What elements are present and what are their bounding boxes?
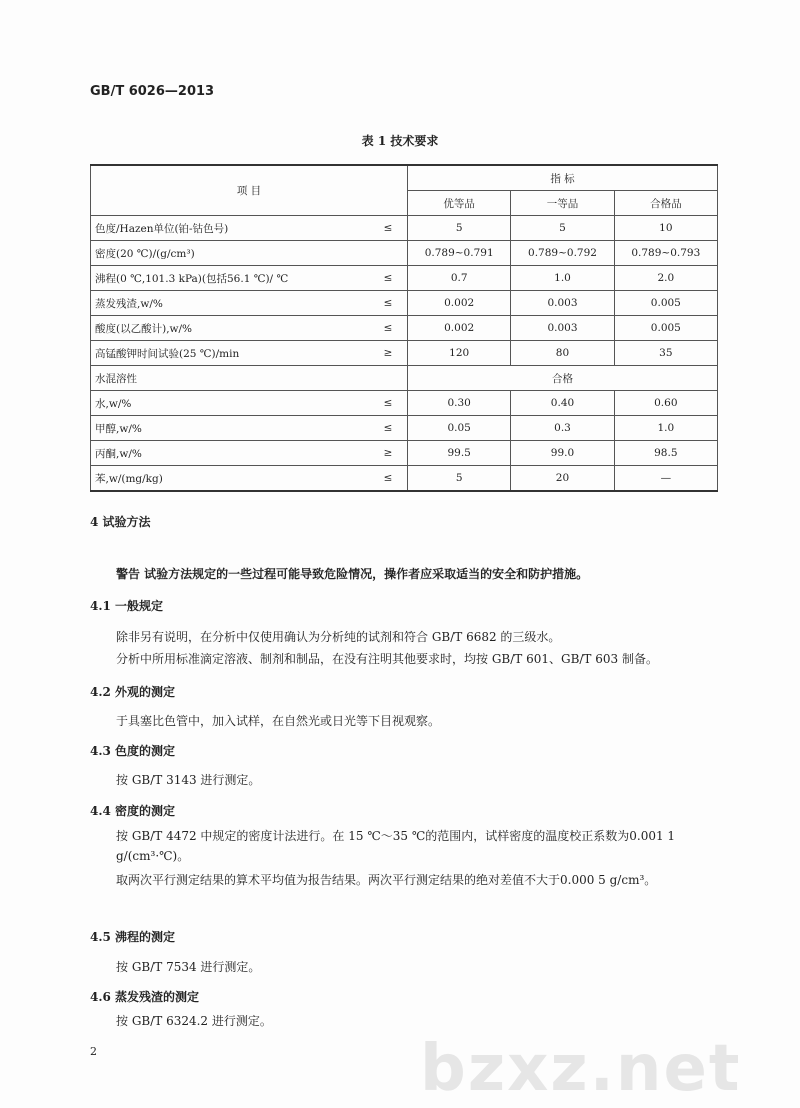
row-value: — xyxy=(614,466,717,492)
row-symbol: ≤ xyxy=(369,416,408,441)
para: 按 GB/T 7534 进行测定。 xyxy=(116,960,261,974)
table-row xyxy=(91,416,718,441)
row-value: 5 xyxy=(408,216,511,241)
row-symbol: ≤ xyxy=(369,266,408,291)
grade: 优等品 xyxy=(408,191,511,216)
row-value: 0.7 xyxy=(408,266,511,291)
row-item: 色度/Hazen单位(铂-钴色号) xyxy=(91,216,370,241)
row-value: 0.05 xyxy=(408,416,511,441)
table-row xyxy=(91,291,718,316)
col-item: 项 目 xyxy=(91,165,408,216)
section-4-3: 4.3 色度的测定 xyxy=(90,744,176,758)
row-value: 98.5 xyxy=(614,441,717,466)
table-row xyxy=(91,316,718,341)
section-4-2: 4.2 外观的测定 xyxy=(90,685,176,699)
row-value: 0.002 xyxy=(408,316,511,341)
row-value: 0.789~0.791 xyxy=(408,241,511,266)
row-symbol: ≥ xyxy=(369,441,408,466)
row-value: 0.003 xyxy=(511,316,614,341)
table-row xyxy=(91,366,718,391)
row-value: 0.002 xyxy=(408,291,511,316)
row-value: 0.30 xyxy=(408,391,511,416)
table-row xyxy=(91,441,718,466)
row-item: 水,w/% xyxy=(91,391,370,416)
row-value: 0.40 xyxy=(511,391,614,416)
row-symbol xyxy=(369,366,408,391)
row-value: 5 xyxy=(408,466,511,492)
row-symbol: ≥ xyxy=(369,341,408,366)
row-item: 沸程(0 ℃,101.3 kPa)(包括56.1 ℃)/ ℃ xyxy=(91,266,370,291)
row-item: 丙酮,w/% xyxy=(91,441,370,466)
row-value: 10 xyxy=(614,216,717,241)
row-symbol: ≤ xyxy=(369,466,408,492)
table-row xyxy=(91,341,718,366)
row-value: 0.005 xyxy=(614,316,717,341)
table-row xyxy=(91,391,718,416)
row-symbol: ≤ xyxy=(369,216,408,241)
grade: 合格品 xyxy=(614,191,717,216)
row-symbol: ≤ xyxy=(369,291,408,316)
standard-header: GB/T 6026—2013 xyxy=(90,84,215,99)
para: 分析中所用标准滴定溶液、制剂和制品，在没有注明其他要求时，均按 GB/T 601、GB/T 603 制备。 xyxy=(116,652,658,666)
row-value: 5 xyxy=(511,216,614,241)
row-value: 1.0 xyxy=(511,266,614,291)
row-value: 2.0 xyxy=(614,266,717,291)
col-group: 指 标 xyxy=(408,165,718,191)
row-value: 1.0 xyxy=(614,416,717,441)
para: 除非另有说明，在分析中仅使用确认为分析纯的试剂和符合 GB/T 6682 的三级水。 xyxy=(116,630,561,644)
row-item: 蒸发残渣,w/% xyxy=(91,291,370,316)
para: 按 GB/T 6324.2 进行测定。 xyxy=(116,1014,272,1028)
row-item: 密度(20 ℃)/(g/cm³) xyxy=(91,241,370,266)
warning: 警告 试验方法规定的一些过程可能导致危险情况，操作者应采取适当的安全和防护措施。 xyxy=(116,567,589,581)
table-title: 表 1 技术要求 xyxy=(361,134,439,148)
row-item: 水混溶性 xyxy=(91,366,370,391)
table-row xyxy=(91,466,718,492)
table-row xyxy=(91,266,718,291)
para: 按 GB/T 3143 进行测定。 xyxy=(116,773,261,787)
row-item: 甲醇,w/% xyxy=(91,416,370,441)
table-row xyxy=(91,216,718,241)
row-value: 120 xyxy=(408,341,511,366)
para: 于具塞比色管中，加入试样，在自然光或日光等下目视观察。 xyxy=(116,714,441,728)
para: 按 GB/T 4472 中规定的密度计法进行。在 15 ℃～35 ℃的范围内，试样密度的温度校正系数为0.001 1 g/(cm³·℃)。 xyxy=(116,829,676,863)
row-value: 99.5 xyxy=(408,441,511,466)
row-symbol xyxy=(369,241,408,266)
row-value: 80 xyxy=(511,341,614,366)
row-value: 20 xyxy=(511,466,614,492)
row-value: 0.005 xyxy=(614,291,717,316)
page-number: 2 xyxy=(90,1045,97,1058)
table-row xyxy=(91,241,718,266)
row-value: 合格 xyxy=(408,366,718,391)
row-item: 苯,w/(mg/kg) xyxy=(91,466,370,492)
row-value: 0.789~0.793 xyxy=(614,241,717,266)
section-4-6: 4.6 蒸发残渣的测定 xyxy=(90,990,200,1004)
row-value: 0.789~0.792 xyxy=(511,241,614,266)
requirements-table xyxy=(90,164,718,492)
row-value: 0.60 xyxy=(614,391,717,416)
row-value: 0.003 xyxy=(511,291,614,316)
section-4-1: 4.1 一般规定 xyxy=(90,599,164,613)
section-4: 4 试验方法 xyxy=(90,515,151,529)
row-item: 酸度(以乙酸计),w/% xyxy=(91,316,370,341)
row-value: 0.3 xyxy=(511,416,614,441)
row-value: 99.0 xyxy=(511,441,614,466)
row-item: 高锰酸钾时间试验(25 ℃)/min xyxy=(91,341,370,366)
row-value: 35 xyxy=(614,341,717,366)
row-symbol: ≤ xyxy=(369,316,408,341)
section-4-4: 4.4 密度的测定 xyxy=(90,804,176,818)
grade: 一等品 xyxy=(511,191,614,216)
row-symbol: ≤ xyxy=(369,391,408,416)
para: 取两次平行测定结果的算术平均值为报告结果。两次平行测定结果的绝对差值不大于0.000 5 g/cm³。 xyxy=(116,873,657,887)
section-4-5: 4.5 沸程的测定 xyxy=(90,930,176,944)
watermark: bzxz.net xyxy=(420,1032,742,1106)
